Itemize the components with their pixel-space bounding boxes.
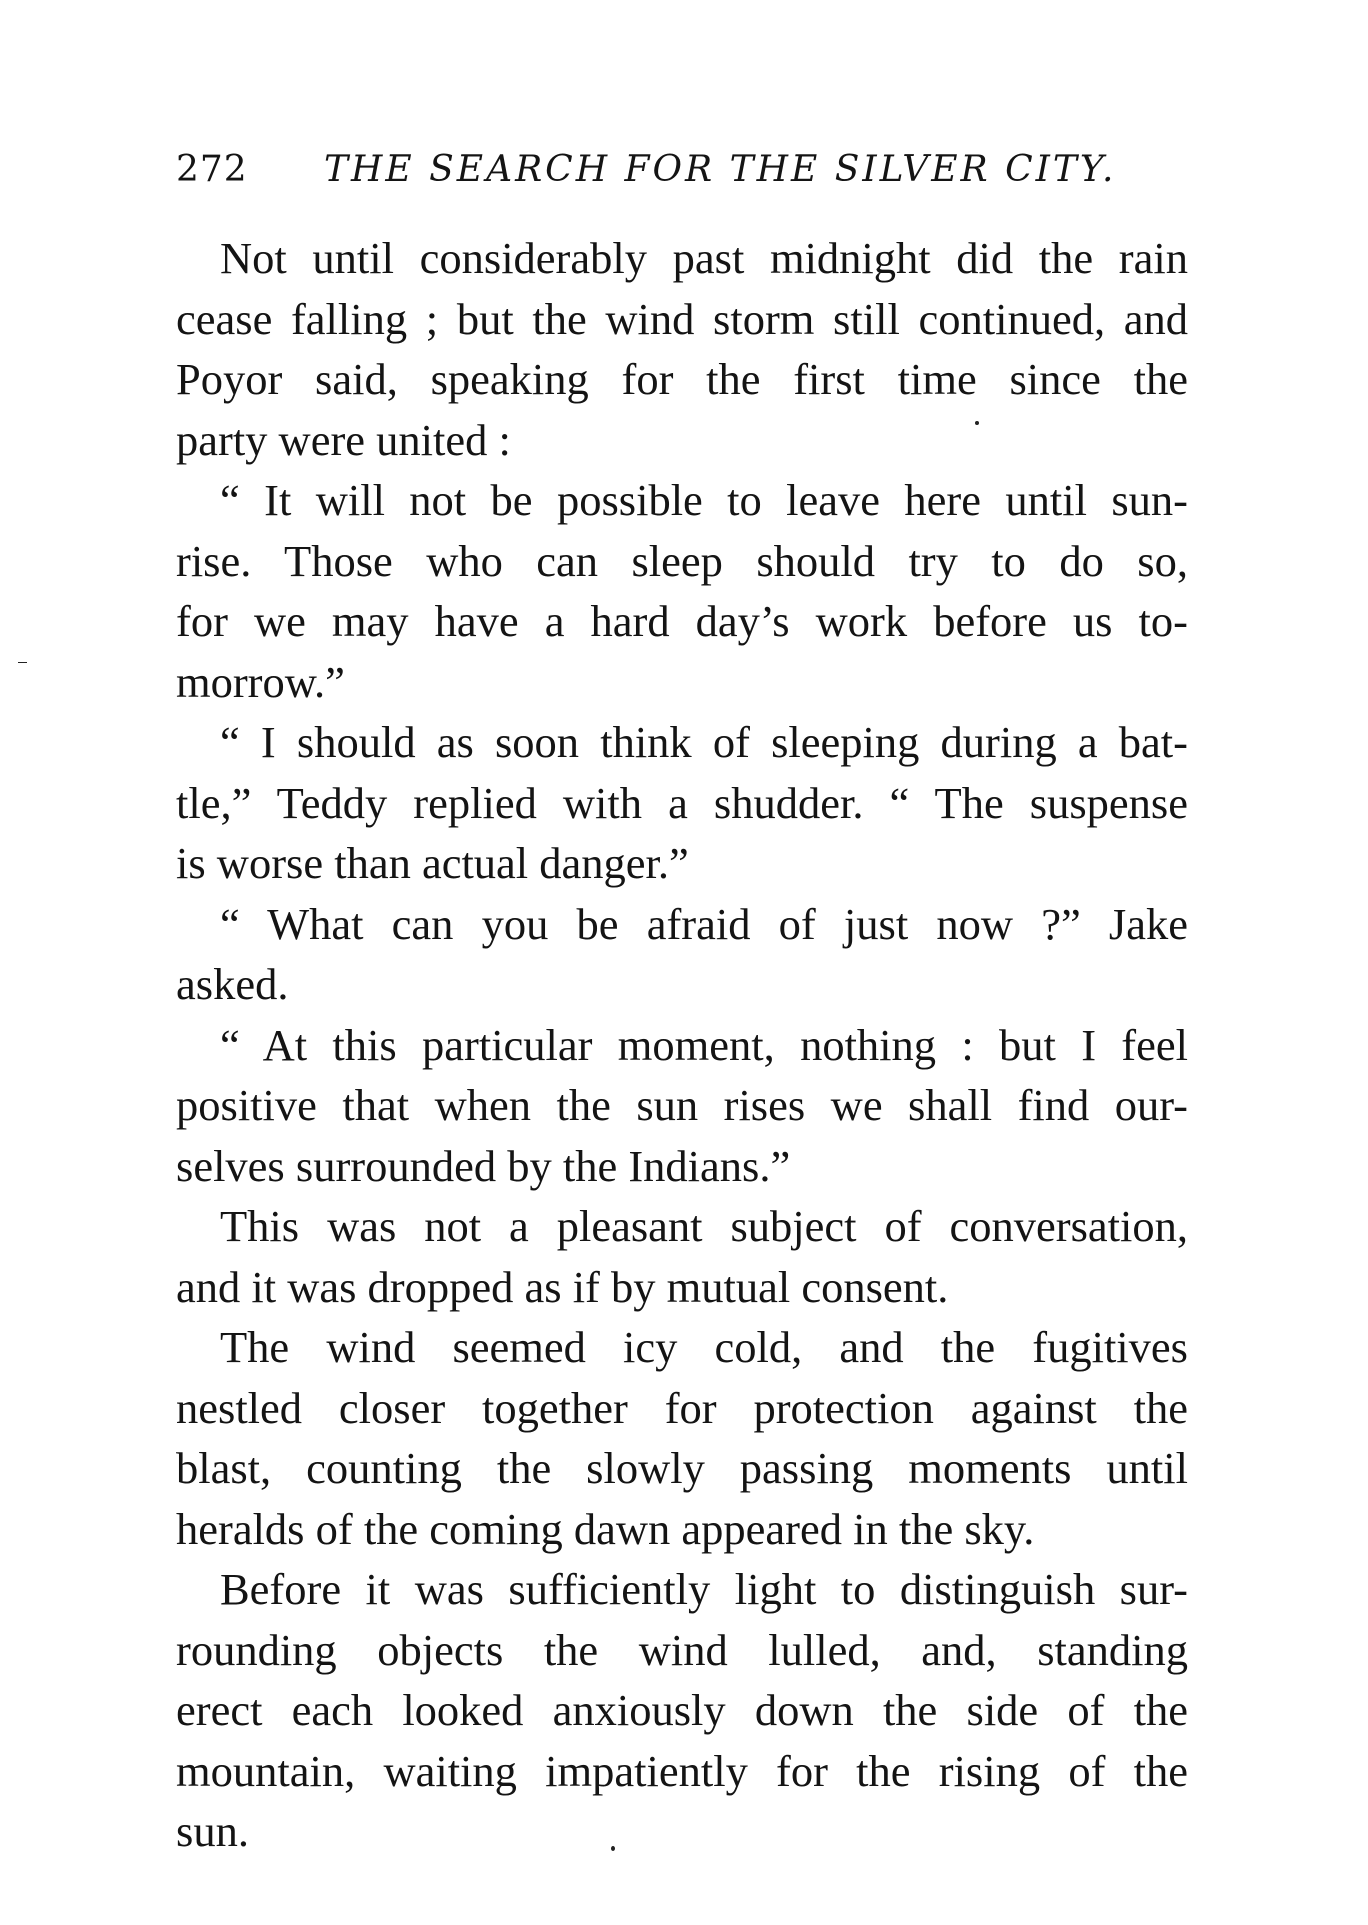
text-line: “ What can you be afraid of just now ?” Jake [220,898,1188,949]
text-line: and it was dropped as if by mutual consent. [176,1261,949,1312]
text-line: sun. [176,1806,249,1856]
text-line: for we may have a hard day’s work before us to- [176,596,1188,646]
text-line: “ I should as soon think of sleeping during a bat- [220,717,1188,767]
paragraph-1 [176,228,1188,470]
text-line: Poyor said, speaking for the first time since the [176,354,1188,404]
text-line: party were united : [176,414,511,465]
text-line: erect each looked anxiously down the side of the [176,1685,1188,1735]
text-line: tle,” Teddy replied with a shudder. “ The suspense [176,777,1188,828]
print-speck [611,1846,615,1851]
print-speck [18,662,27,663]
text-line: nestled closer together for protection against the [176,1382,1188,1433]
text-line: Before it was sufficiently light to distinguish sur- [220,1564,1188,1614]
text-line: The wind seemed icy cold, and the fugitives [220,1322,1188,1372]
running-head [176,140,1196,200]
paragraph-3 [176,712,1188,894]
body-text [176,228,1188,1862]
running-title: THE SEARCH FOR THE SILVER CITY. [324,149,1117,190]
text-line: is worse than actual danger.” [176,838,689,888]
text-line: asked. [176,959,289,1009]
paragraph-7 [176,1317,1188,1559]
text-line: cease falling ; but the wind storm still continued, and [176,293,1188,344]
text-line: positive that when the sun rises we shall find our- [176,1080,1188,1130]
text-line: “ At this particular moment, nothing : but I feel [220,1019,1188,1070]
page-number: 272 [176,149,248,190]
text-line: This was not a pleasant subject of conversation, [220,1201,1188,1251]
paragraph-6 [176,1196,1188,1317]
print-speck [975,421,979,425]
text-line: blast, counting the slowly passing moments until [176,1443,1188,1493]
text-line: mountain, waiting impatiently for the rising of the [176,1745,1188,1796]
text-line: rounding objects the wind lulled, and, standing [176,1624,1188,1675]
text-line: Not until considerably past midnight did the rain [220,233,1188,283]
text-line: rise. Those who can sleep should try to do so, [176,535,1188,586]
paragraph-5 [176,1015,1188,1197]
paragraph-4 [176,894,1188,1015]
text-line: “ It will not be possible to leave here until sun- [220,475,1188,525]
text-line: heralds of the coming dawn appeared in the sky. [176,1503,1035,1554]
paragraph-8 [176,1559,1188,1862]
text-line: morrow.” [176,656,345,707]
paragraph-2 [176,470,1188,712]
text-line: selves surrounded by the Indians.” [176,1140,791,1191]
